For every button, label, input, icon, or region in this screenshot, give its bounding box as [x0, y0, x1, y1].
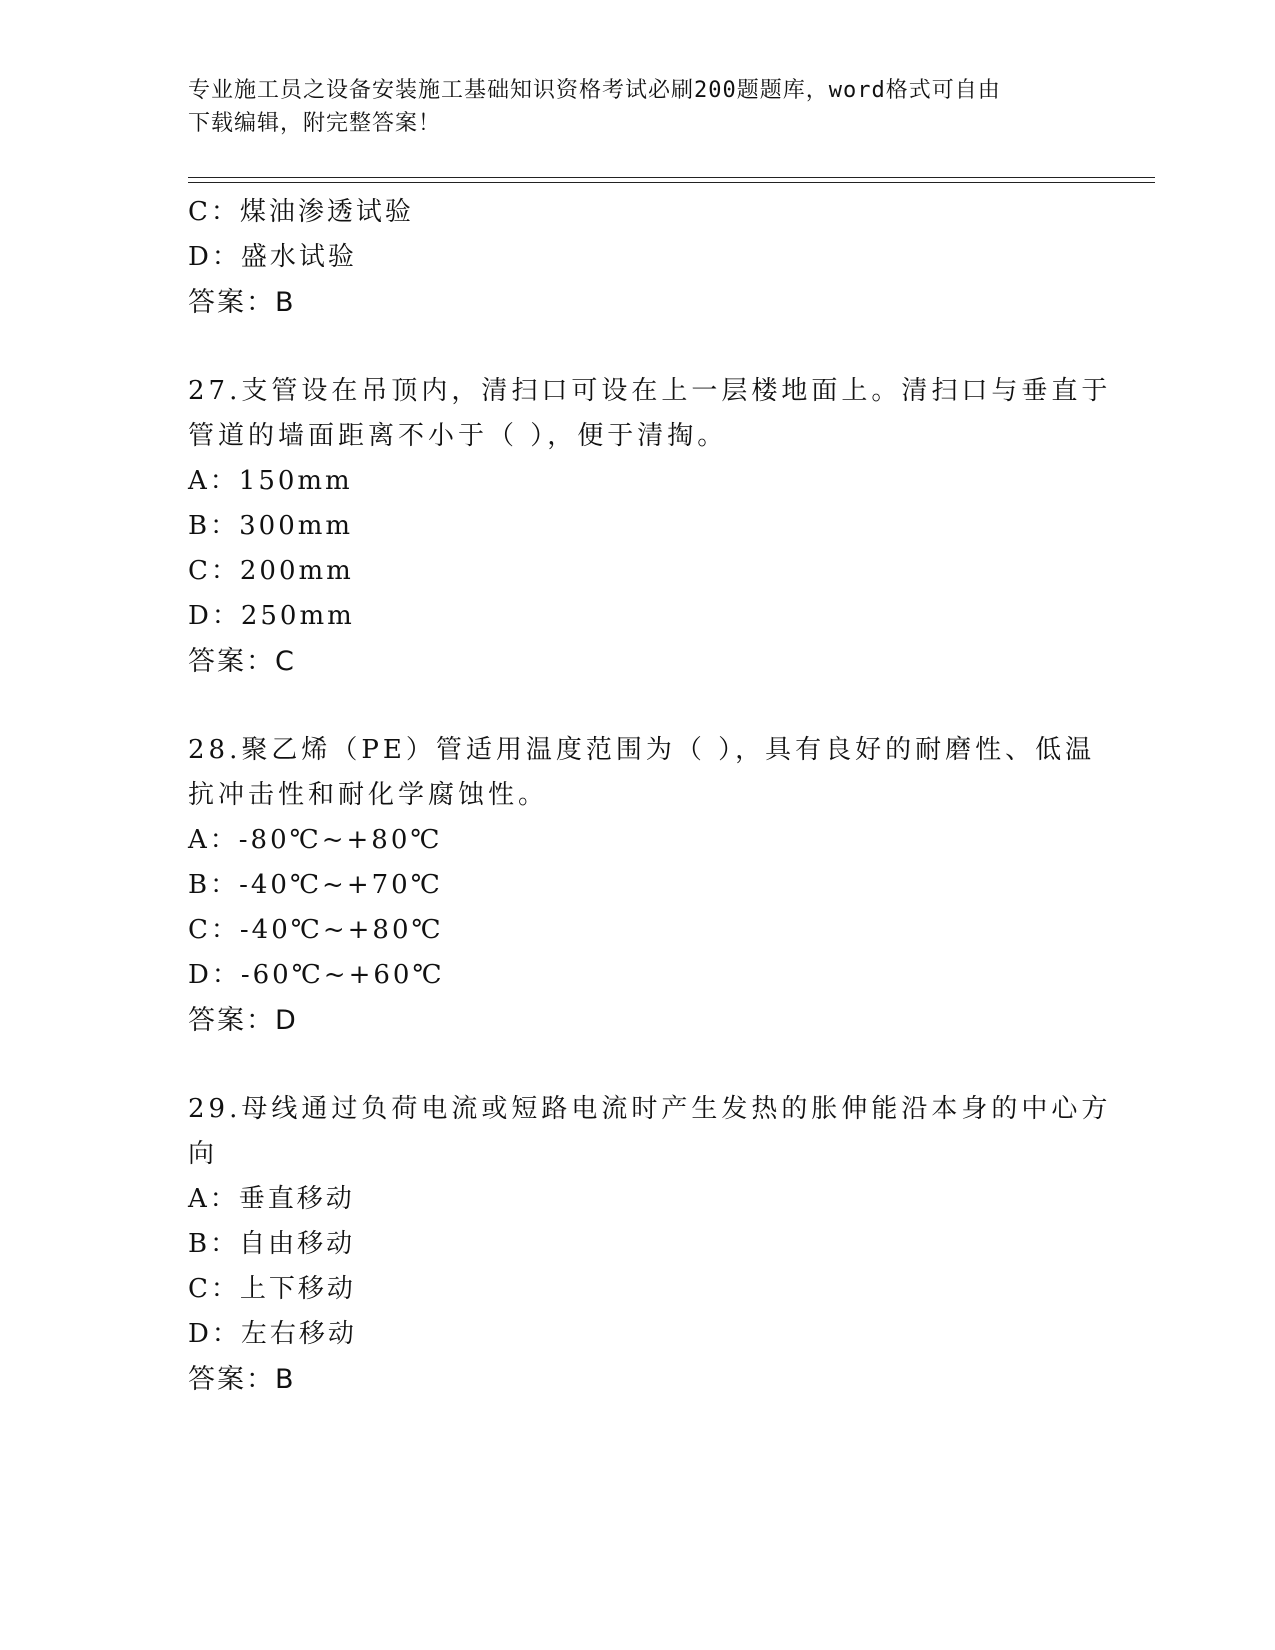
header-title-line-1: 专业施工员之设备安装施工基础知识资格考试必刷200题题库，word格式可自由	[188, 78, 1001, 103]
header-rule-bottom	[188, 182, 1155, 183]
spacer	[188, 1043, 1088, 1087]
question-27	[188, 369, 1112, 684]
spacer	[188, 325, 1088, 369]
option-a: A：-80℃~+80℃	[188, 825, 443, 855]
question-stem-line: 29.母线通过负荷电流或短路电流时产生发热的胀伸能沿本身的中心方	[188, 1094, 1112, 1124]
header-rule-top	[188, 177, 1155, 178]
option-b: B：自由移动	[188, 1229, 356, 1259]
option-b: B：300mm	[188, 511, 354, 541]
option-d: D：盛水试验	[188, 242, 357, 272]
question-stem-line: 28.聚乙烯（PE）管适用温度范围为（ ），具有良好的耐磨性、低温	[188, 735, 1096, 765]
carryover-block	[188, 190, 1088, 325]
option-b: B：-40℃~+70℃	[188, 870, 443, 900]
header-title-line-2: 下载编辑，附完整答案！	[188, 111, 442, 136]
option-a: A：150mm	[188, 466, 353, 496]
answer-label: 答案：B	[188, 287, 296, 318]
answer-label: 答案：D	[188, 1005, 298, 1036]
spacer	[188, 684, 1088, 728]
option-d: D：-60℃~+60℃	[188, 960, 445, 990]
question-stem-line: 抗冲击性和耐化学腐蚀性。	[188, 780, 549, 810]
answer-label: 答案：B	[188, 1364, 296, 1395]
option-d: D：250mm	[188, 601, 355, 631]
question-29	[188, 1087, 1112, 1402]
option-c: C：200mm	[188, 556, 354, 586]
option-a: A：垂直移动	[188, 1184, 355, 1214]
answer-label: 答案：C	[188, 646, 296, 677]
option-d: D：左右移动	[188, 1319, 357, 1349]
question-stem-line: 27.支管设在吊顶内，清扫口可设在上一层楼地面上。清扫口与垂直于	[188, 376, 1112, 406]
question-28	[188, 728, 1096, 1043]
option-c: C：上下移动	[188, 1274, 356, 1304]
page-header	[188, 74, 1068, 140]
question-content	[188, 190, 1112, 1402]
option-c: C：煤油渗透试验	[188, 197, 414, 227]
question-stem-line: 管道的墙面距离不小于（ ），便于清掏。	[188, 421, 728, 451]
option-c: C：-40℃~+80℃	[188, 915, 444, 945]
question-stem-line: 向	[188, 1139, 219, 1169]
